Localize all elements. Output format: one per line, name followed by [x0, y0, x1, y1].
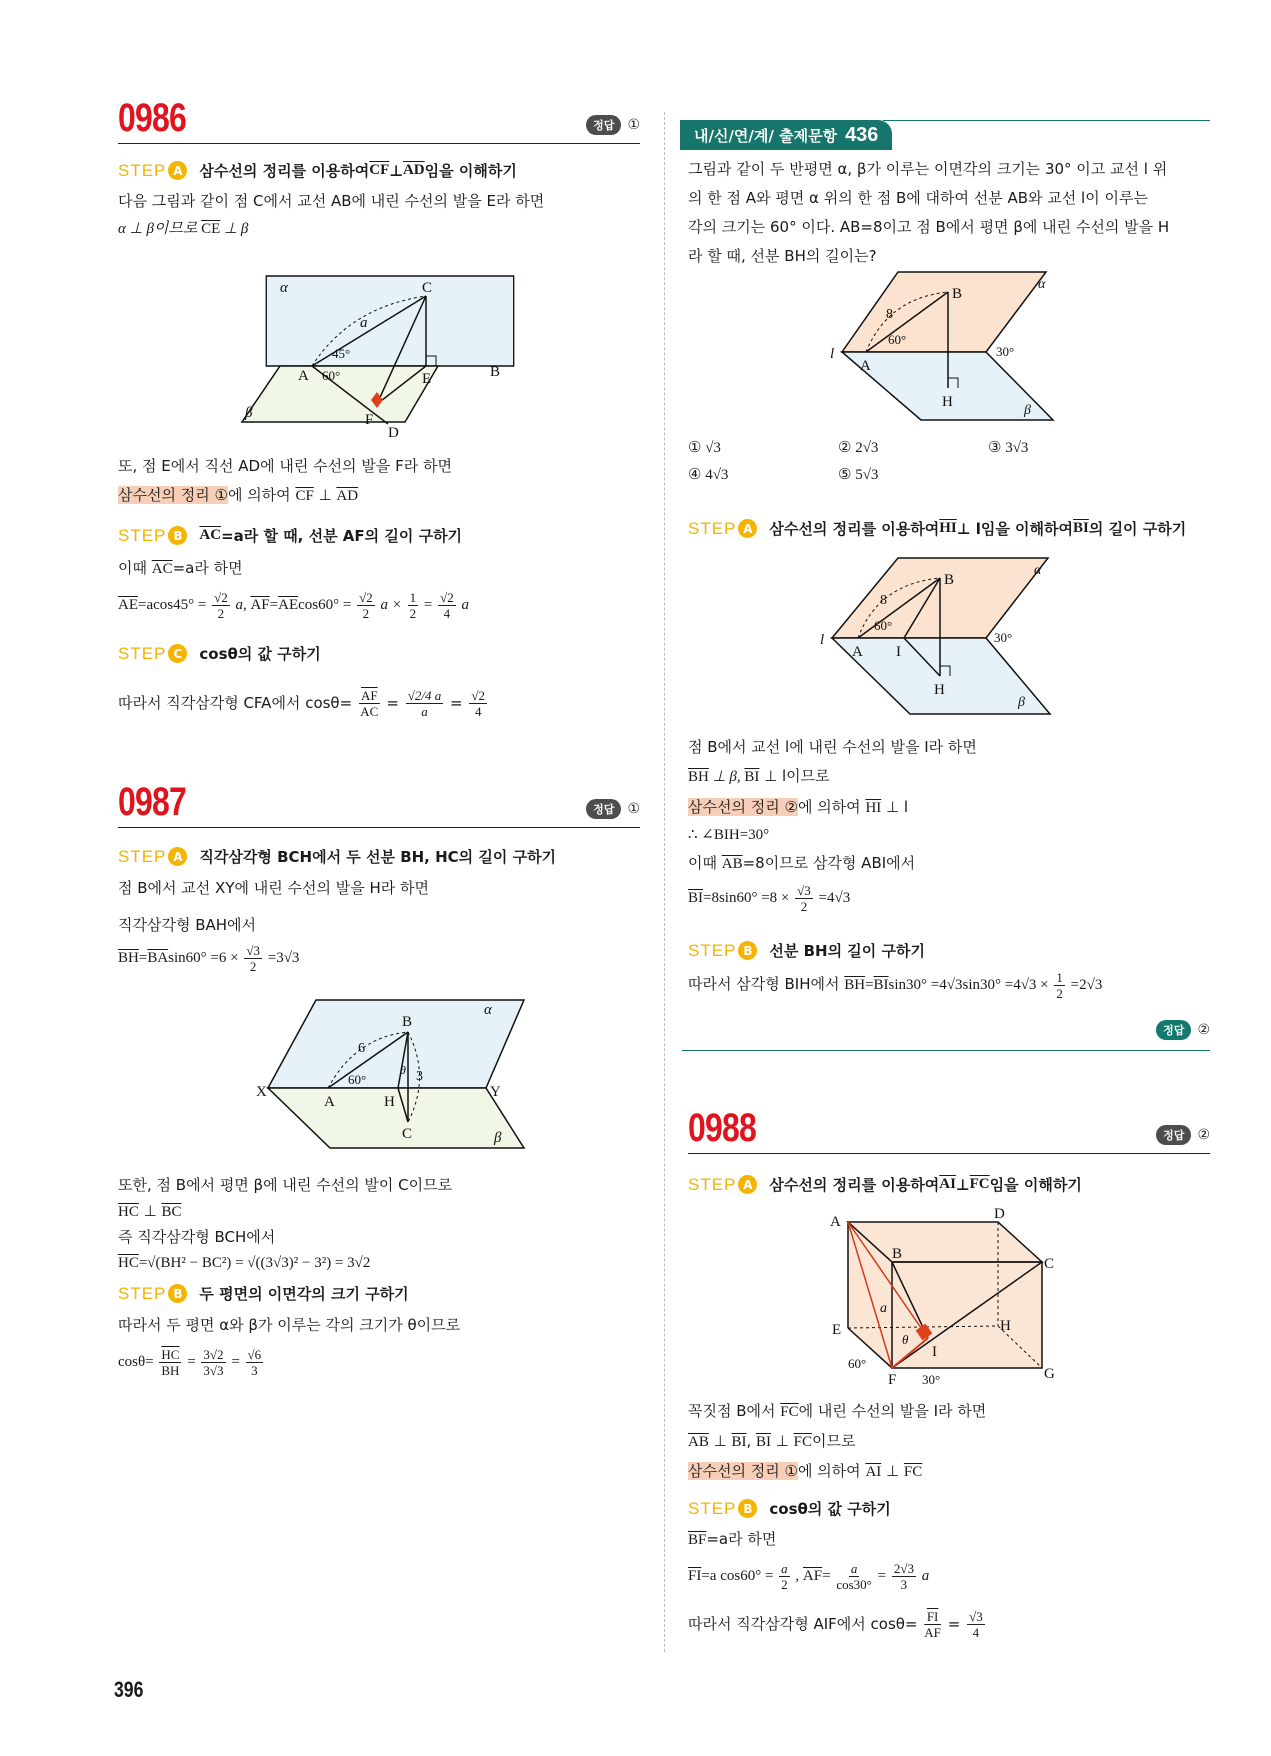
equation: cosθ= $\frac{\overline{HC}}{BH}$ = $\frac{3√2}{3√3}$ = $\frac{√6}{3}$ [118, 1347, 262, 1379]
text-line: 이때 $\overline{AB}=8$이므로 삼각형 ABI에서 [688, 854, 916, 872]
equation: $\overline{AE}=acos45^\circ$ = $\frac{√2}{2}$ a, $\overline{AF}=\overline{AE}\cos 60^\circ$ = $\frac{√2}{2}$ a × $\frac{1}{2}$ = $\frac{√2}{4}$ a [118, 590, 469, 622]
svg-text:60°: 60° [322, 368, 341, 383]
problem-number: 0986 [118, 96, 186, 140]
text-line: 직각삼각형 BAH에서 [118, 916, 257, 934]
step-c-heading: STEP C cosθ의 값 구하기 [118, 643, 321, 663]
answer-value: ② [1197, 1022, 1210, 1038]
theorem-highlight: 삼수선의 정리 ① [118, 486, 228, 504]
answer-tag [586, 799, 640, 819]
choice-3[interactable]: ③ 3√3 [988, 440, 1029, 456]
svg-text:F: F [888, 1372, 897, 1388]
svg-text:A: A [298, 368, 309, 384]
svg-text:6: 6 [358, 1041, 365, 1056]
text-line: 점 B에서 교선 XY에 내린 수선의 발을 H라 하면 [118, 879, 429, 897]
problem-0987-header [118, 780, 640, 828]
equation: 따라서 삼각형 BIH에서 $\overline{BH}=\overline{BI}\sin 30^\circ =4√3\sin 30^\circ =4√3$ × $\frac{1}{2}$ =2√3 [688, 970, 1103, 1002]
equation: $\overline{BI}=8\sin 60^\circ =8$ × $\frac{√3}{2}$ =4√3 [688, 883, 851, 915]
svg-text:l: l [830, 346, 835, 362]
step-b-heading: STEP B $\overline{AC}$ =a라 할 때, 선분 AF의 길이 구하기 [118, 525, 463, 545]
svg-text:α: α [280, 280, 288, 296]
text-line: 삼수선의 정리 ①에 의하여 $\overline{AI}$ ⊥ $\overline{FC}$ [688, 1462, 923, 1480]
linked-problem-banner: 내/신/연/계/ 출제문항 436 [680, 120, 892, 150]
svg-text:D: D [994, 1208, 1005, 1222]
column-divider [664, 112, 665, 1652]
svg-text:X: X [256, 1084, 267, 1100]
svg-text:60°: 60° [874, 618, 893, 633]
figure-436-dihedral [828, 268, 1068, 430]
equation: $\overline{HC}=√(BH^2 - BC^2) = √((3√3)^2 - 3^2) = 3√2$ [118, 1255, 371, 1271]
text-line: ∴ ∠BIH=30° [688, 827, 770, 843]
svg-text:A: A [324, 1094, 335, 1110]
choice-5[interactable]: ⑤ 5√3 [838, 467, 879, 483]
svg-text:D: D [388, 425, 399, 441]
text-line: 또한, 점 B에서 평면 β에 내린 수선의 발이 C이므로 [118, 1176, 453, 1194]
text-line: $\overline{BF}=a$라 하면 [688, 1530, 777, 1548]
text-line: 또, 점 E에서 직선 AD에 내린 수선의 발을 F라 하면 [118, 457, 452, 475]
svg-text:I: I [896, 644, 901, 660]
teal-rule [682, 1050, 1210, 1051]
text-line: 삼수선의 정리 ①에 의하여 $\overline{CF}$ ⊥ $\overline{AD}$ [118, 486, 359, 504]
text-line: $\overline{BH}$ ⊥ β, $\overline{BI}$ ⊥ l이므로 [688, 767, 830, 785]
step-a-heading: STEP A 삼수선의 정리를 이용하여 $\overline{AI}$ ⊥ $\overline{FC}$ 임을 이해하기 [688, 1174, 1082, 1194]
svg-text:α: α [1034, 563, 1042, 578]
choice-2[interactable]: ② 2√3 [838, 440, 879, 456]
answer-pill: 정답 [586, 115, 621, 135]
text-line: $\overline{HC}$ ⊥ $\overline{BC}$ [118, 1202, 182, 1220]
equation: $\overline{FI}=a$ cos60° = $\frac{a}{2}$ , $\overline{AF}=$ $\frac{a}{\cos 30^\circ}$ = $\frac{2√3}{3}$ a [688, 1561, 930, 1593]
step-b-heading: STEP B 두 평면의 이면각의 크기 구하기 [118, 1283, 409, 1303]
answer-pill: 정답 [586, 799, 621, 819]
svg-text:45°: 45° [332, 346, 351, 361]
teal-rule [883, 120, 1210, 121]
equation: $\overline{BH}=\overline{BA}\sin 60^\circ =6$ × $\frac{√3}{2}$ =3√3 [118, 943, 300, 975]
svg-text:H: H [1000, 1318, 1011, 1334]
figure-0988-cuboid [830, 1208, 1080, 1388]
svg-text:A: A [852, 644, 863, 660]
text-line: 꼭짓점 B에서 $\overline{FC}$에 내린 수선의 발을 I라 하면 [688, 1402, 987, 1420]
svg-text:30°: 30° [922, 1372, 941, 1387]
svg-text:β: β [245, 405, 253, 421]
text-line: α ⊥ β이므로 $\overline{CE}$ ⊥ β [118, 221, 249, 237]
problem-number: 0988 [688, 1106, 756, 1150]
svg-text:H: H [384, 1094, 395, 1110]
svg-text:α: α [484, 1002, 492, 1018]
svg-text:θ: θ [400, 1063, 406, 1077]
svg-text:E: E [832, 1322, 842, 1338]
theorem-highlight: 삼수선의 정리 ① [688, 1462, 798, 1480]
svg-text:30°: 30° [996, 344, 1015, 359]
text-line: $\overline{AB}$ ⊥ $\overline{BI}$, $\overline{BI}$ ⊥ $\overline{FC}$이므로 [688, 1432, 856, 1450]
svg-text:A: A [860, 358, 871, 374]
svg-text:θ: θ [902, 1332, 909, 1347]
svg-text:α: α [1038, 277, 1046, 292]
answer-tag [586, 115, 640, 135]
figure-436-solution [818, 554, 1068, 724]
svg-text:8: 8 [886, 307, 893, 322]
step-a-heading: STEP A 삼수선의 정리를 이용하여 $\overline{CF}$ ⊥ $\overline{AD}$ 임을 이해하기 [118, 160, 517, 180]
answer-pill: 정답 [1156, 1020, 1191, 1040]
equation: 따라서 직각삼각형 CFA에서 cosθ= $\frac{\overline{AF}}{AC}$ = $\frac{√2/4 a}{a}$ = $\frac{√2}{4}$ [118, 688, 486, 719]
svg-text:a: a [880, 1301, 887, 1316]
text-line: 점 B에서 교선 l에 내린 수선의 발을 I라 하면 [688, 738, 977, 756]
svg-text:H: H [934, 682, 945, 698]
svg-text:B: B [490, 364, 501, 380]
text-line: 따라서 두 평면 α와 β가 이루는 각의 크기가 θ이므로 [118, 1316, 461, 1334]
svg-text:60°: 60° [888, 332, 907, 347]
question-line: 라 할 때, 선분 BH의 길이는? [688, 247, 877, 265]
svg-text:A: A [830, 1214, 841, 1230]
svg-text:F: F [365, 412, 374, 428]
svg-text:β: β [494, 1130, 502, 1146]
svg-text:8: 8 [880, 593, 887, 608]
answer-value: ② [1197, 1127, 1210, 1143]
text-line: 즉 직각삼각형 BCH에서 [118, 1228, 276, 1246]
text-line: 이때 $\overline{AC}=a$라 하면 [118, 559, 243, 577]
step-a-heading: STEP A 직각삼각형 BCH에서 두 선분 BH, HC의 길이 구하기 [118, 846, 557, 866]
svg-text:C: C [1044, 1256, 1055, 1272]
svg-text:B: B [952, 286, 963, 302]
svg-text:E: E [422, 371, 432, 387]
svg-text:C: C [422, 280, 433, 296]
svg-text:3: 3 [416, 1069, 423, 1084]
figure-0987-dihedral [246, 992, 526, 1168]
text-line: 삼수선의 정리 ②에 의하여 $\overline{HI}$ ⊥ l [688, 798, 909, 816]
equation: 따라서 직각삼각형 AIF에서 cosθ= $\frac{\overline{FI}}{AF}$ = $\frac{√3}{4}$ [688, 1609, 983, 1640]
step-b-heading: STEP B 선분 BH의 길이 구하기 [688, 940, 925, 960]
question-line: 각의 크기는 60° 이다. AB=8이고 점 B에서 평면 β에 내린 수선의 발을 H [688, 218, 1170, 236]
svg-text:30°: 30° [994, 630, 1013, 645]
figure-0986-dihedral [240, 272, 522, 444]
answer-tag [1156, 1020, 1210, 1040]
problem-number: 0987 [118, 780, 186, 824]
svg-text:β: β [1018, 695, 1025, 710]
answer-pill: 정답 [1156, 1125, 1191, 1145]
svg-text:60°: 60° [348, 1072, 367, 1087]
problem-0986-header [118, 96, 640, 144]
page-number: 396 [114, 1677, 144, 1702]
question-line: 의 한 점 A와 평면 α 위의 한 점 B에 대하여 선분 AB와 교선 l이 이루는 [688, 189, 1148, 207]
theorem-highlight: 삼수선의 정리 ② [688, 798, 798, 816]
svg-text:B: B [944, 572, 955, 588]
choice-4[interactable]: ④ 4√3 [688, 467, 729, 483]
problem-0988-header [688, 1106, 1210, 1154]
text-line: 다음 그림과 같이 점 C에서 교선 AB에 내린 수선의 발을 E라 하면 [118, 192, 545, 210]
svg-text:H: H [942, 394, 953, 410]
svg-text:G: G [1044, 1366, 1055, 1382]
svg-text:I: I [932, 1344, 937, 1360]
svg-text:a: a [360, 315, 368, 331]
svg-text:B: B [402, 1014, 413, 1030]
answer-value: ① [627, 801, 640, 817]
svg-text:60°: 60° [848, 1356, 867, 1371]
svg-text:l: l [820, 632, 825, 648]
answer-tag [1156, 1125, 1210, 1145]
svg-text:β: β [1024, 403, 1031, 418]
question-line: 그림과 같이 두 반평면 α, β가 이루는 이면각의 크기는 30° 이고 교선 l 위 [688, 160, 1168, 178]
step-b-heading: STEP B cosθ의 값 구하기 [688, 1498, 891, 1518]
step-a-heading: STEP A 삼수선의 정리를 이용하여 $\overline{HI}$ ⊥ l임을 이해하여 $\overline{BI}$ 의 길이 구하기 [688, 518, 1187, 538]
svg-text:C: C [402, 1126, 413, 1142]
svg-text:Y: Y [490, 1084, 501, 1100]
answer-value: ① [627, 117, 640, 133]
svg-text:B: B [892, 1246, 903, 1262]
choice-1[interactable]: ① √3 [688, 440, 721, 456]
